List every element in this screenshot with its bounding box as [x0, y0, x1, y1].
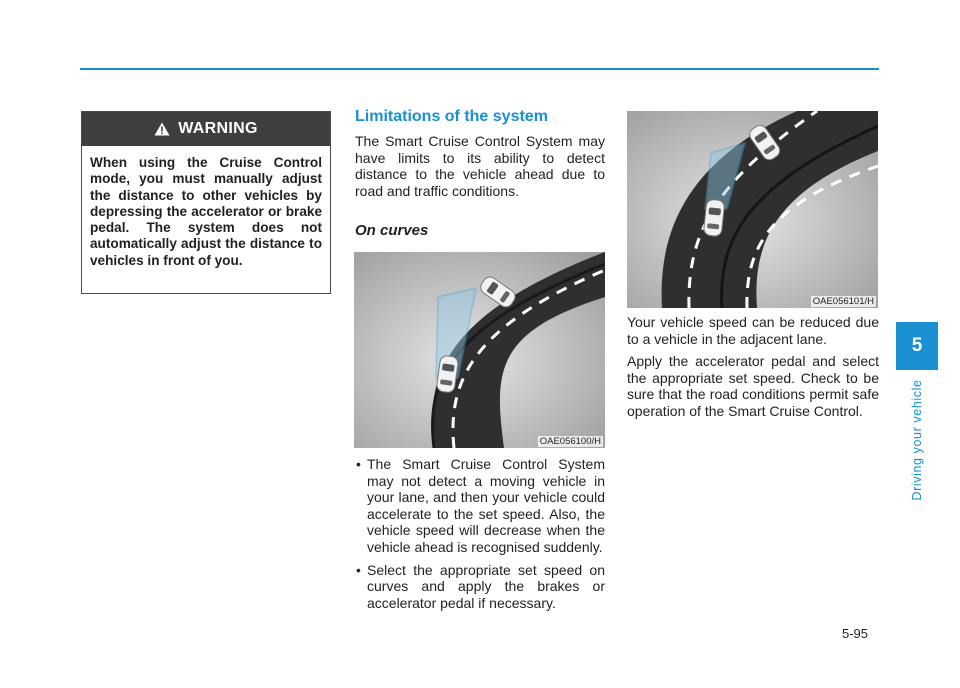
header-rule	[80, 68, 879, 70]
chapter-tab: 5	[896, 322, 938, 370]
paragraph: Your vehicle speed can be reduced due to a vehicle in the adjacent lane.	[627, 314, 879, 347]
paragraph: Apply the accelerator pedal and select the appropriate set speed. Check to be sure that the road conditions permit safe operation of the Smart Cruise Control.	[627, 353, 879, 419]
section-title: Limitations of the system	[355, 108, 548, 125]
limitations-list	[355, 456, 605, 617]
warning-header	[82, 112, 330, 146]
adjacent-lane-illustration	[627, 111, 878, 308]
subheading-on-curves: On curves	[355, 222, 429, 239]
list-item: • The Smart Cruise Control System may not detect a moving vehicle in your lane, and then your vehicle could accelerate to the set speed. Also, the vehicle speed will decrease when the vehicle ahead is recognised suddenly.	[355, 456, 605, 556]
intro-paragraph: The Smart Cruise Control System may have limits to its ability to detect distance to the vehicle ahead due to road and traffic conditions.	[355, 133, 605, 199]
adjacent-lane-text	[627, 314, 879, 426]
chapter-label: Driving your vehicle	[910, 379, 924, 501]
curve-illustration	[354, 252, 605, 448]
warning-triangle-icon	[154, 122, 170, 136]
list-item: • Select the appropriate set speed on curves and apply the brakes or accelerator pedal if necessary.	[355, 562, 605, 612]
page-number: 5-95	[842, 626, 869, 641]
warning-text: When using the Cruise Control mode, you must manually adjust the distance to other vehicles by depressing the accelerator or brake pedal. The system does not automatically adjust the distance to vehicles in front of you.	[90, 155, 322, 268]
figure-code: OAE056101/H	[812, 296, 874, 307]
warning-title: WARNING	[178, 120, 258, 137]
figure-code: OAE056100/H	[539, 436, 601, 447]
warning-box	[81, 111, 331, 294]
